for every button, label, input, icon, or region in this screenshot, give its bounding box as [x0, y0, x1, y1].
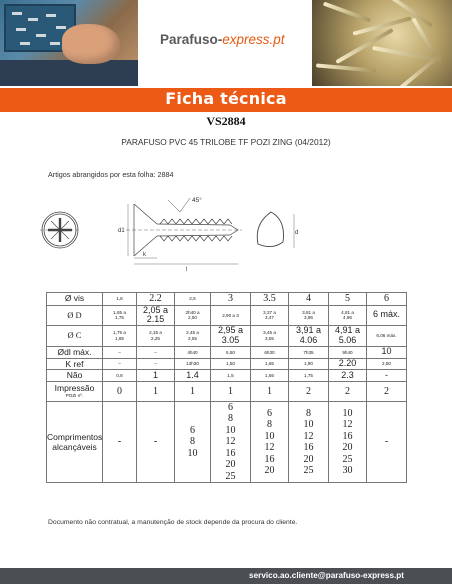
cell-value: 6 — [228, 401, 233, 413]
row-label-text: Ø D — [67, 309, 82, 320]
cell-value: 2,05 a — [142, 304, 169, 315]
page-title: Ficha técnica — [165, 89, 287, 108]
cell-value: 16 — [303, 442, 314, 454]
cell-value: 16 — [225, 447, 236, 459]
cell-value: 2,15 a — [149, 330, 162, 336]
cell-value: 3,37 a — [263, 309, 276, 315]
cell-value: 25 — [225, 470, 236, 482]
header — [0, 0, 452, 86]
table-cell — [137, 358, 175, 370]
contact-email[interactable]: servico.ao.cliente@parafuso-express.pt — [249, 571, 404, 580]
table-cell — [175, 347, 211, 359]
brand-name: Parafuso- — [160, 32, 223, 47]
table-cell — [211, 401, 251, 483]
cell-value: 12 — [225, 436, 236, 448]
cell-value: 4,81 a — [341, 309, 354, 315]
cell-value: 6 — [267, 407, 272, 419]
pozi-head-view — [40, 212, 80, 248]
table-cell — [175, 401, 211, 483]
table-cell — [329, 370, 367, 382]
table-cell — [329, 326, 367, 347]
cell-value: 20 — [264, 465, 275, 477]
cell-value: 6,06 máx. — [376, 333, 397, 339]
cell-value: 3,55 — [265, 336, 274, 342]
table-cell — [367, 381, 407, 401]
cell-value: 1 — [228, 385, 233, 397]
cell-value: 2.20 — [338, 358, 357, 369]
table-cell — [329, 358, 367, 370]
table-cell — [103, 381, 137, 401]
product-subtitle: PARAFUSO PVC 45 TRILOBE TF POZI ZING (04/2012) — [121, 137, 331, 147]
table-cell — [251, 370, 289, 382]
table-cell — [211, 358, 251, 370]
table-cell — [211, 293, 251, 306]
cell-value: 2.2 — [149, 293, 162, 304]
table-cell — [251, 347, 289, 359]
table-row-impressao — [47, 381, 407, 401]
table-cell — [367, 347, 407, 359]
row-label-c — [47, 326, 103, 347]
cell-value: 0,8 — [116, 372, 123, 378]
cell-value: 2,45 a — [186, 330, 199, 336]
table-cell — [175, 381, 211, 401]
table-cell — [211, 347, 251, 359]
screw-technical-drawing — [40, 192, 302, 272]
table-cell — [103, 326, 137, 347]
cell-value: 1,8 — [116, 295, 123, 301]
table-cell — [367, 358, 407, 370]
cell-value: 3 — [228, 293, 233, 304]
hand-image — [62, 24, 120, 64]
cell-value: - — [384, 436, 389, 448]
cell-value: 5.06 — [338, 335, 357, 346]
product-code: VS2884 — [206, 114, 246, 128]
cell-value: 3,96 — [304, 315, 313, 321]
disclaimer: Documento não contratual, a manutenção de stock depende da procura do cliente. — [48, 519, 298, 526]
table-cell — [289, 326, 329, 347]
table-cell — [289, 358, 329, 370]
cell-value: 3,47 — [265, 315, 274, 321]
title-bar — [0, 88, 452, 112]
cell-value: 3.05 — [221, 335, 240, 346]
cell-value: 25 — [303, 465, 314, 477]
row-label-text: K ref — [65, 358, 84, 369]
angle-label: 45° — [192, 197, 202, 204]
table-row-dl — [47, 347, 407, 359]
cell-value: 8 — [190, 436, 195, 448]
cell-value: 10 — [264, 430, 275, 442]
cell-value: 6 máx. — [372, 309, 400, 320]
cell-value: 2 — [345, 385, 350, 397]
table-cell — [367, 293, 407, 306]
cell-value: 4h40 — [187, 349, 198, 355]
row-label-comprimentos — [47, 401, 103, 483]
table-cell — [367, 401, 407, 483]
table-cell — [367, 326, 407, 347]
table-row-d — [47, 305, 407, 326]
row-label-dl — [47, 347, 103, 359]
cell-value: 2 — [384, 385, 389, 397]
cell-value: 12 — [264, 442, 275, 454]
d1-label: d1 — [118, 228, 125, 234]
table-cell — [103, 347, 137, 359]
row-label-d — [47, 305, 103, 326]
row-label-vis — [47, 293, 103, 306]
table-cell — [137, 347, 175, 359]
cell-value: 12 — [303, 430, 314, 442]
cell-value: 10 — [187, 447, 198, 459]
cell-value: 1,65 — [265, 361, 274, 367]
cell-value: 2,25 — [151, 336, 160, 342]
row-label-nao — [47, 370, 103, 382]
cell-value: 1,75 — [115, 315, 124, 321]
table-cell — [251, 305, 289, 326]
table-row-comprimentos — [47, 401, 407, 483]
cell-value: 2,5 — [189, 295, 196, 301]
cell-value: 2,95 a — [217, 325, 244, 336]
table-cell — [289, 305, 329, 326]
table-row-c — [47, 326, 407, 347]
cell-value: 1,90 — [304, 361, 313, 367]
cell-value: 1,75 a — [113, 330, 126, 336]
row-label-kref — [47, 358, 103, 370]
cell-value: 10 — [381, 346, 392, 357]
cell-value: 6h30 — [264, 349, 275, 355]
length-label: l — [186, 267, 188, 272]
cell-value: 1 — [267, 385, 272, 397]
header-photo-tools — [0, 0, 138, 86]
table-cell — [137, 293, 175, 306]
row-label-text: Impressão — [54, 382, 95, 393]
cell-value: 9h40 — [342, 349, 353, 355]
cell-value: 2,55 — [188, 336, 197, 342]
table-cell — [175, 305, 211, 326]
cell-value: 2.15 — [146, 314, 165, 325]
table-cell — [329, 305, 367, 326]
table-cell — [251, 358, 289, 370]
cell-value: 5 — [345, 293, 350, 304]
cell-value: - — [117, 436, 122, 448]
cell-value: 30 — [342, 465, 353, 477]
table-cell — [251, 326, 289, 347]
table-cell — [103, 293, 137, 306]
brand-accent: express.pt — [222, 32, 285, 47]
k-label: k — [143, 252, 146, 258]
cell-value: 2,90 a 3 — [222, 312, 239, 318]
table-cell — [289, 370, 329, 382]
row-label-text: Ødl máx. — [57, 347, 92, 358]
cell-value: 3,81 a — [302, 309, 315, 315]
table-cell — [137, 381, 175, 401]
table-cell — [175, 358, 211, 370]
cell-value: 1,85 — [115, 336, 124, 342]
table-cell — [175, 326, 211, 347]
row-label-text: Não — [66, 370, 83, 381]
cell-value: 2h40 a — [185, 309, 200, 315]
table-cell — [289, 293, 329, 306]
cell-value: 5,50 — [226, 349, 235, 355]
cell-value: – — [118, 361, 121, 367]
cell-value: 8 — [228, 413, 233, 425]
cell-value: 2,50 — [188, 315, 197, 321]
trilobe-section — [257, 212, 294, 248]
table-cell — [103, 358, 137, 370]
table-cell — [329, 293, 367, 306]
cell-value: – — [154, 349, 157, 355]
cell-value: 4.06 — [299, 335, 318, 346]
table-cell — [211, 305, 251, 326]
arm-image — [0, 60, 138, 86]
table-cell — [251, 401, 289, 483]
cell-value: 7h35 — [303, 349, 314, 355]
table-cell — [175, 293, 211, 306]
table-row-vis — [47, 293, 407, 306]
cell-value: - — [153, 436, 158, 448]
table-cell — [329, 401, 367, 483]
table-cell — [137, 326, 175, 347]
cell-value: 10 — [342, 407, 353, 419]
cell-value: - — [385, 369, 388, 380]
table-cell — [103, 305, 137, 326]
brand-logo — [160, 32, 310, 47]
cell-value: 4 — [306, 293, 311, 304]
table-row-kref — [47, 358, 407, 370]
cell-value: 8 — [306, 407, 311, 419]
cell-value: 20 — [342, 442, 353, 454]
table-cell — [251, 381, 289, 401]
cell-value: 4,96 — [343, 315, 352, 321]
cell-value: 13h30 — [186, 361, 199, 367]
cell-value: 2.3 — [341, 369, 354, 380]
table-cell — [137, 305, 175, 326]
cell-value: 3.5 — [263, 293, 276, 304]
row-label-text: alcançáveis — [52, 442, 97, 453]
cell-value: 3,91 a — [295, 325, 322, 336]
articles-note: Artigos abrangidos por esta folha: 2884 — [48, 170, 174, 179]
cell-value: 6 — [190, 424, 195, 436]
table-cell — [211, 381, 251, 401]
table-cell — [103, 401, 137, 483]
cell-value: 1 — [152, 369, 158, 380]
cell-value: 20 — [225, 459, 236, 471]
spec-table-body — [47, 293, 407, 483]
table-cell — [137, 370, 175, 382]
cell-value: 10 — [225, 424, 236, 436]
cell-value: 6 — [384, 293, 389, 304]
cell-value: – — [154, 361, 157, 367]
row-label-text: Ø C — [67, 330, 82, 341]
cell-value: 1.4 — [186, 369, 199, 380]
row-label-impressao — [47, 381, 103, 401]
cell-value: 1 — [190, 385, 195, 397]
cell-value: 3,45 a — [263, 330, 276, 336]
cell-value: 0 — [117, 385, 122, 397]
spec-table — [46, 292, 407, 483]
table-cell — [289, 401, 329, 483]
table-cell — [329, 381, 367, 401]
table-cell — [103, 370, 137, 382]
cell-value: – — [118, 349, 121, 355]
cell-value: 4,91 a — [334, 325, 361, 336]
row-label-text: Comprimentos — [47, 431, 103, 442]
cell-value: 2 — [306, 385, 311, 397]
row-label-text: Ø vis — [64, 293, 85, 304]
cell-value: 1,65 a — [113, 309, 126, 315]
cell-value: 20 — [303, 453, 314, 465]
cell-value: 1,50 — [226, 361, 235, 367]
header-photo-screws — [312, 0, 452, 86]
cell-value: 12 — [342, 419, 353, 431]
cell-value: 1,5 — [227, 372, 234, 378]
table-cell — [367, 305, 407, 326]
cell-value: 10 — [303, 419, 314, 431]
cell-value: 16 — [264, 453, 275, 465]
table-cell — [175, 370, 211, 382]
cell-value: 25 — [342, 453, 353, 465]
table-row-nao — [47, 370, 407, 382]
cell-value: 1 — [153, 385, 158, 397]
row-sublabel: POZI nº. — [65, 393, 84, 399]
table-cell — [137, 401, 175, 483]
table-cell — [251, 293, 289, 306]
d-label: d — [295, 230, 299, 236]
cell-value: 8 — [267, 419, 272, 431]
table-cell — [289, 381, 329, 401]
table-cell — [211, 326, 251, 347]
cell-value: 2,50 — [382, 361, 391, 367]
table-cell — [289, 347, 329, 359]
table-cell — [367, 370, 407, 382]
table-cell — [329, 347, 367, 359]
cell-value: 1,65 — [265, 372, 274, 378]
footer-bar — [0, 568, 452, 584]
cell-value: 16 — [342, 430, 353, 442]
table-cell — [211, 370, 251, 382]
cell-value: 1,75 — [304, 372, 313, 378]
